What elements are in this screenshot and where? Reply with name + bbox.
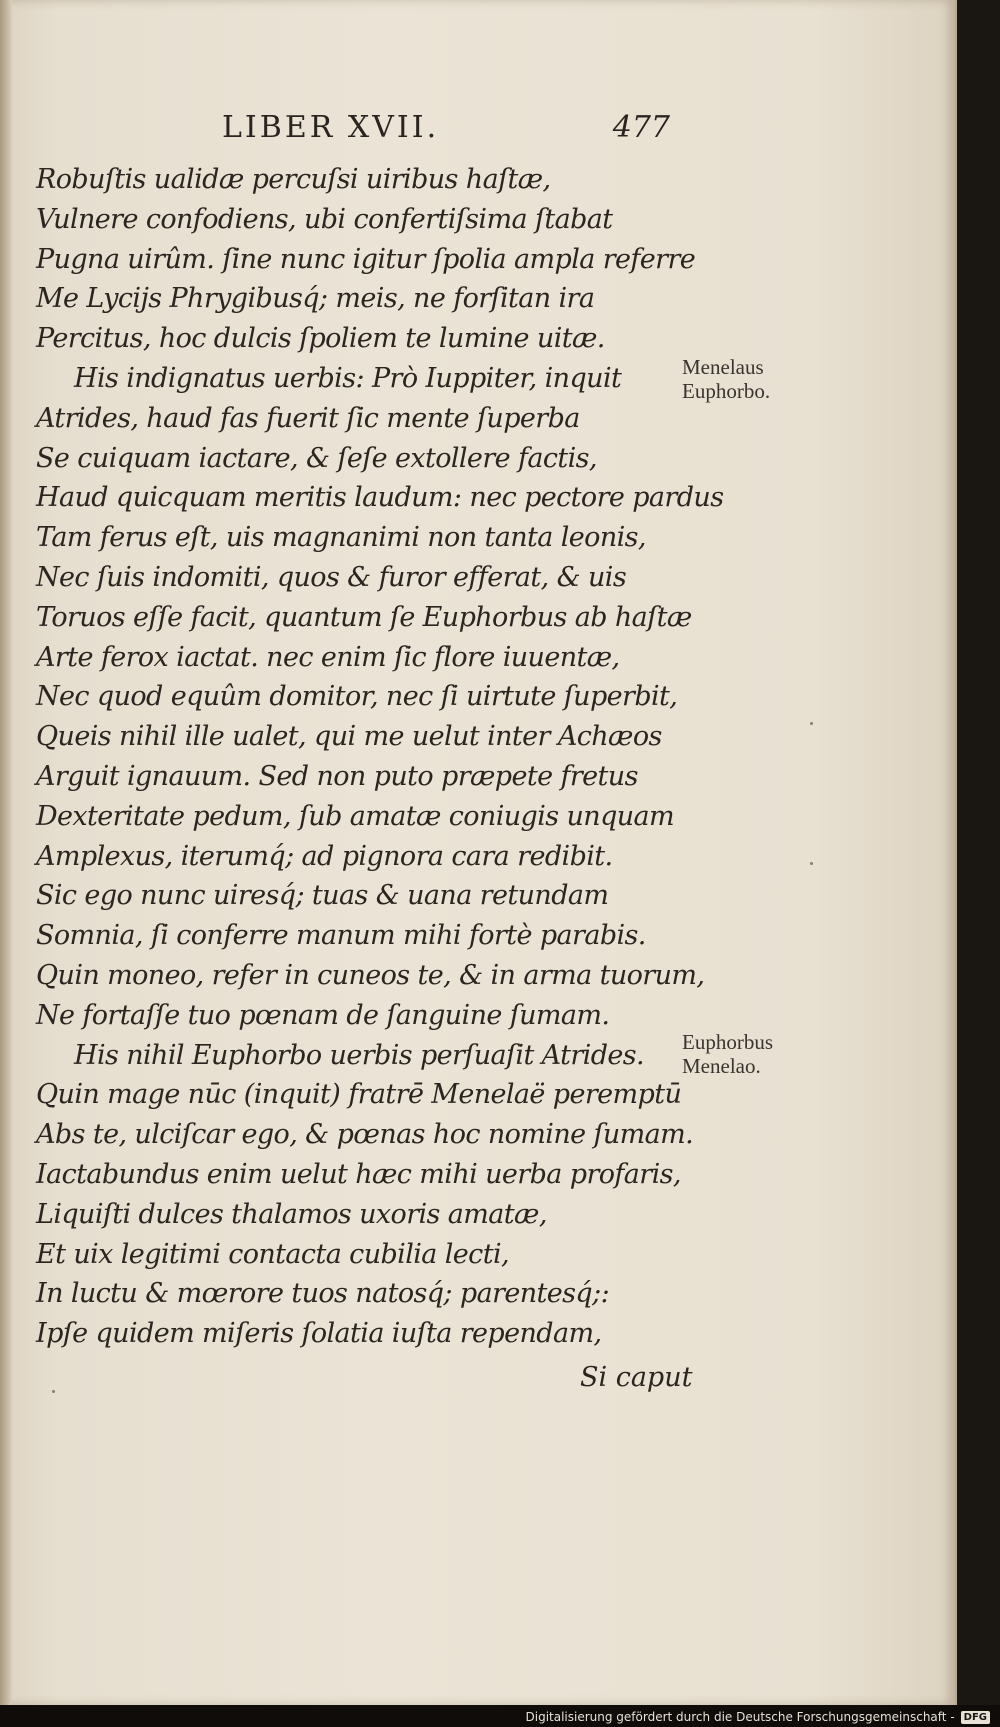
verse-line: Vulnere confodiens, ubi confertiſsima ſtabat (36, 203, 613, 235)
verse-line: Percitus, hoc dulcis ſpoliem te lumine uitæ. (36, 323, 605, 355)
verse-line: Amplexus, iterumq́; ad pignora cara redibit. (36, 840, 613, 872)
marginal-note-euphorbus (682, 1030, 827, 1078)
verse-line: Arguit ignauum. Sed non puto præpete fretus (36, 760, 638, 792)
catchword: Si caput (580, 1362, 693, 1393)
verse-line: Atrides, haud fas fuerit ſic mente ſuperba (36, 402, 580, 434)
paper-speck (52, 1390, 55, 1393)
verse-line: Quin moneo, refer in cuneos te, & in arma tuorum, (36, 959, 705, 991)
page-gutter (0, 0, 12, 1705)
paper-speck (810, 862, 813, 865)
verse-line: Pugna uirûm. ſine nunc igitur ſpolia ampla referre (36, 243, 696, 275)
verse-line: Robuſtis ualidæ percuſsi uiribus haſtæ, (36, 164, 551, 195)
marginal-note-line: Menelao. (682, 1054, 761, 1078)
verse-line: Et uix legitimi contacta cubilia lecti, (36, 1238, 509, 1270)
verse-line: Dexteritate pedum, ſub amatæ coniugis unquam (36, 800, 675, 832)
verse-line: Haud quicquam meritis laudum: nec pectore pardus (36, 482, 724, 514)
verse-line: Toruos eſſe facit, quantum ſe Euphorbus ab haſtæ (36, 601, 692, 633)
verse-line: Nec ſuis indomiti, quos & furor efferat, & uis (36, 561, 627, 593)
marginal-note-line: Euphorbo. (682, 379, 771, 403)
verse-line: In luctu & mœrore tuos natosq́; parentesq́;: (36, 1278, 610, 1310)
verse-line: Abs te, ulciſcar ego, & pœnas hoc nomine ſumam. (36, 1119, 694, 1151)
verse-line: Nec quod equûm domitor, nec ſi uirtute ſuperbit, (36, 681, 678, 713)
verse-line: Arte ferox iactat. nec enim ſic flore iuuentæ, (36, 641, 620, 673)
marginal-note-menelaus (682, 355, 827, 403)
verse-line: Se cuiquam iactare, & ſeſe extollere factis, (36, 442, 597, 474)
marginal-note-line: Euphorbus (682, 1030, 773, 1054)
verse-line: Queis nihil ille ualet, qui me uelut inter Achæos (36, 721, 662, 753)
verse-line: Ipſe quidem miſeris ſolatia iuſta rependam, (36, 1318, 602, 1350)
digitization-credit (526, 1708, 991, 1726)
page-header (200, 108, 670, 150)
running-title: LIBER XVII. (222, 110, 440, 145)
verse-line: Sic ego nunc uiresq́; tuas & uana retundam (36, 880, 609, 912)
dfg-logo: DFG (961, 1711, 990, 1724)
page-number: 477 (612, 110, 670, 145)
paper-speck (810, 722, 813, 725)
credit-text: Digitalisierung gefördert durch die Deutsche Forschungsgemeinschaft - (525, 1710, 955, 1724)
verse-line: Liquiſti dulces thalamos uxoris amatæ, (36, 1198, 547, 1230)
verse-line: His indignatus uerbis: Prò Iuppiter, inquit (74, 362, 622, 394)
marginal-note-line: Menelaus (682, 355, 764, 379)
verse-line: Tam ferus eſt, uis magnanimi non tanta leonis, (36, 522, 646, 554)
verse-line: Iactabundus enim uelut hæc mihi uerba profaris, (36, 1158, 681, 1190)
verse-line: Somnia, ſi conferre manum mihi fortè parabis. (36, 920, 646, 952)
verse-line: His nihil Euphorbo uerbis perſuaſit Atrides. (74, 1039, 644, 1071)
verse-line: Ne fortaſſe tuo pœnam de ſanguine ſumam. (36, 999, 610, 1031)
verse-line: Quin mage nūc (inquit) fratrē Menelaë peremptū (36, 1079, 682, 1111)
verse-line: Me Lycijs Phrygibusq́; meis, ne forſitan ira (36, 283, 595, 315)
